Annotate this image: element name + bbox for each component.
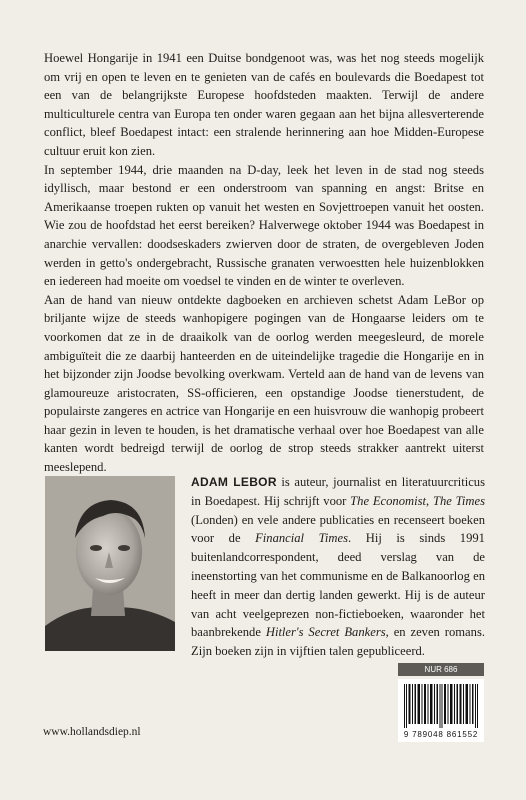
nur-code-label: NUR 686 xyxy=(398,663,484,676)
bio-text: . Hij is sinds 1991 buitenlandcorrespondent, deed verslag van de ineenstorting van het communisme en de Balkanoorlog en heeft in meer dan dertig landen gewerkt. Hij is de auteur van acht veelgeprezen non-fictieboeken, waaronder het baanbrekende xyxy=(191,531,485,640)
bio-text: is auteur, journalist en literatuurcriticus in Boedapest. Hij schrijft voor xyxy=(191,475,486,508)
publication-title: The Economist xyxy=(350,493,426,508)
blurb-paragraph-3: Aan de hand van nieuw ontdekte dagboeken en archieven schetst Adam LeBor op briljante wijze de steeds wanhopigere pogingen van de Hongaarse leiders om te voorkomen dat ze in de draaikolk van de oorlog werden meegesleurd, de morele ambiguïteit die ze daarbij hanteerden en de uiteindelijke tragedie die Hongarije en in het bijzonder zijn Joodse bevolking overkwam. Verteld aan de hand van de levens van glamoureuze aristocraten, SS-officieren, een opstandige Joodse tienerstudent, de populairste zangeres en actrice van Hongarije en een huisvrouw die wanhopig probeert haar gezin in leven te houden, is het dramatische verhaal over hoe Boedapest van alle kanten wordt bedreigd terwijl de oorlog de strop steeds strakker aantrekt uiterst meeslepend. xyxy=(44,292,484,475)
bio-text: , en zeven romans. Zijn boeken zijn in vijftien talen gepubliceerd. xyxy=(191,625,485,659)
bio-text: (Londen) en vele andere publicaties en recenseert boeken voor de xyxy=(191,512,485,546)
publication-title: The Times xyxy=(432,493,486,508)
barcode-bars-image xyxy=(404,684,478,728)
blurb-paragraph-1: Hoewel Hongarije in 1941 een Duitse bondgenoot was, was het nog steeds mogelijk om vrij en open te leven en te genieten van de cafés en boulevards die Boedapest tot een van de belangrijkste Europese hoofdsteden maakten. Terwijl de andere multiculturele centra van Europa ten onder waren gegaan aan het bijna allesverterende conflict, bleef Boedapest intact: een stralende herinnering aan hoe Midden-Europese cultuur eruit kon zien. xyxy=(44,51,484,158)
author-name: ADAM LEBOR xyxy=(191,475,277,489)
bio-text: , xyxy=(426,493,433,508)
isbn-barcode xyxy=(398,679,484,742)
publisher-website[interactable]: www.hollandsdiep.nl xyxy=(43,726,141,738)
author-bio xyxy=(191,473,485,661)
book-title: Hitler's Secret Bankers xyxy=(265,625,386,640)
publication-title: Financial Times xyxy=(255,531,349,546)
author-photo xyxy=(45,476,175,651)
back-cover-blurb xyxy=(44,49,484,477)
author-portrait-image xyxy=(45,476,175,651)
isbn-number: 9 789048 861552 xyxy=(403,730,479,739)
blurb-paragraph-2: In september 1944, drie maanden na D-day, leek het leven in de stad nog steeds idyllisch, maar bestond er een onderstroom van spanning en angst: Britse en Amerikaanse troepen rukten op vanuit het westen en Sovjettroepen vanuit het oosten. Wie zou de hoofdstad het eerst bereiken? Halverwege oktober 1944 was Boedapest in anarchie vervallen: doodseskaders zwierven door de straten, de overgebleven Joden werden in getto's ondergebracht, Russische granaten verwoestten hele huizenblokken en iedereen had moeite om voedsel te vinden en de winter te overleven. xyxy=(44,162,484,289)
